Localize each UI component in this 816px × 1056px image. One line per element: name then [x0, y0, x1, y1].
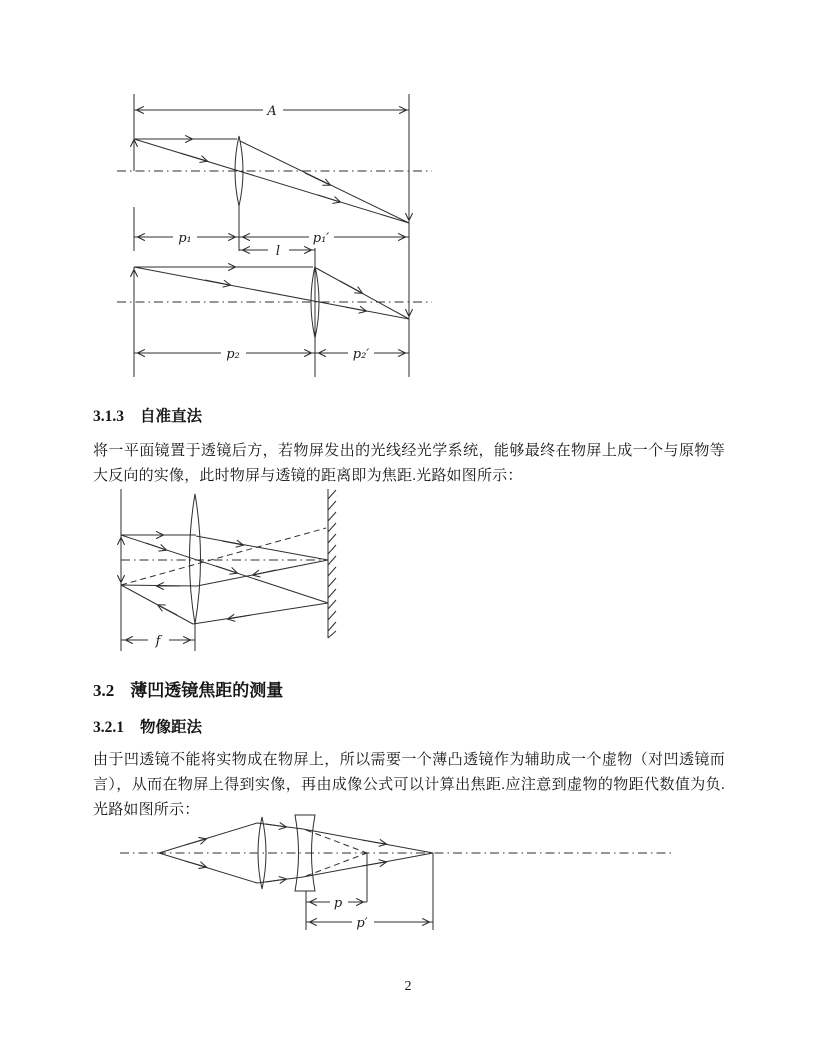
section-number: 3.2.1 [93, 719, 124, 736]
virtual-ray-dashed [121, 528, 326, 585]
label-l: l [275, 244, 281, 259]
rays [134, 139, 409, 223]
figure-conjugate-position-1 [117, 94, 432, 377]
label-f: f [155, 634, 161, 649]
dimension-f [121, 634, 195, 649]
paragraph-object-image: 由于凹透镜不能将实物成在物屏上，所以需要一个薄凸透镜作为辅助成一个虚物（对凹透镜而言），从而在物屏上得到实像，再由成像公式可以计算出焦距.应注意到虚物的物距代数值为负.光路如图所示： [93, 752, 725, 818]
dimension-A [134, 104, 409, 119]
dimension-p-prime [306, 916, 433, 931]
paragraph-autocollimation: 将一平面镜置于透镜后方，若物屏发出的光线经光学系统，能够最终在物屏上成一个与原物等大反向的实像，此时物屏与透镜的距离即为焦距.光路如图所示： [93, 443, 725, 484]
figure-conjugate-position-2 [117, 248, 432, 377]
section-heading-3-2 [93, 676, 283, 701]
returning-rays [121, 560, 328, 624]
mirror-hatching [328, 490, 336, 638]
outgoing-rays [121, 535, 328, 603]
label-p1: p₁ [178, 231, 192, 246]
dimension-p2 [134, 347, 315, 362]
label-p1-prime: p₁′ [312, 231, 330, 246]
section-heading-3-1-3 [93, 404, 202, 426]
section-title: 自准直法 [140, 408, 203, 425]
section-heading-3-2-1 [93, 715, 202, 737]
label-p2: p₂ [226, 347, 240, 362]
label-p-prime: p′ [356, 916, 368, 931]
section-title: 薄凹透镜焦距的测量 [130, 681, 284, 700]
page-number: 2 [404, 979, 412, 994]
label-p2-prime: p₂′ [352, 347, 370, 362]
figure-autocollimation [121, 489, 336, 651]
dimension-p1 [134, 231, 239, 246]
rays [134, 267, 409, 319]
dimension-l [239, 244, 315, 259]
section-title: 物像距法 [140, 719, 203, 736]
plane-mirror [328, 489, 336, 638]
label-p: p [333, 896, 343, 911]
figure-concave-object-image [120, 815, 672, 931]
convex-lens [258, 817, 266, 889]
section-number: 3.1.3 [93, 408, 124, 425]
section-number: 3.2 [93, 681, 115, 700]
dimension-p2-prime [315, 347, 409, 362]
label-A: A [267, 104, 277, 119]
dimension-p1-prime [239, 231, 409, 246]
dimension-p [306, 896, 367, 911]
